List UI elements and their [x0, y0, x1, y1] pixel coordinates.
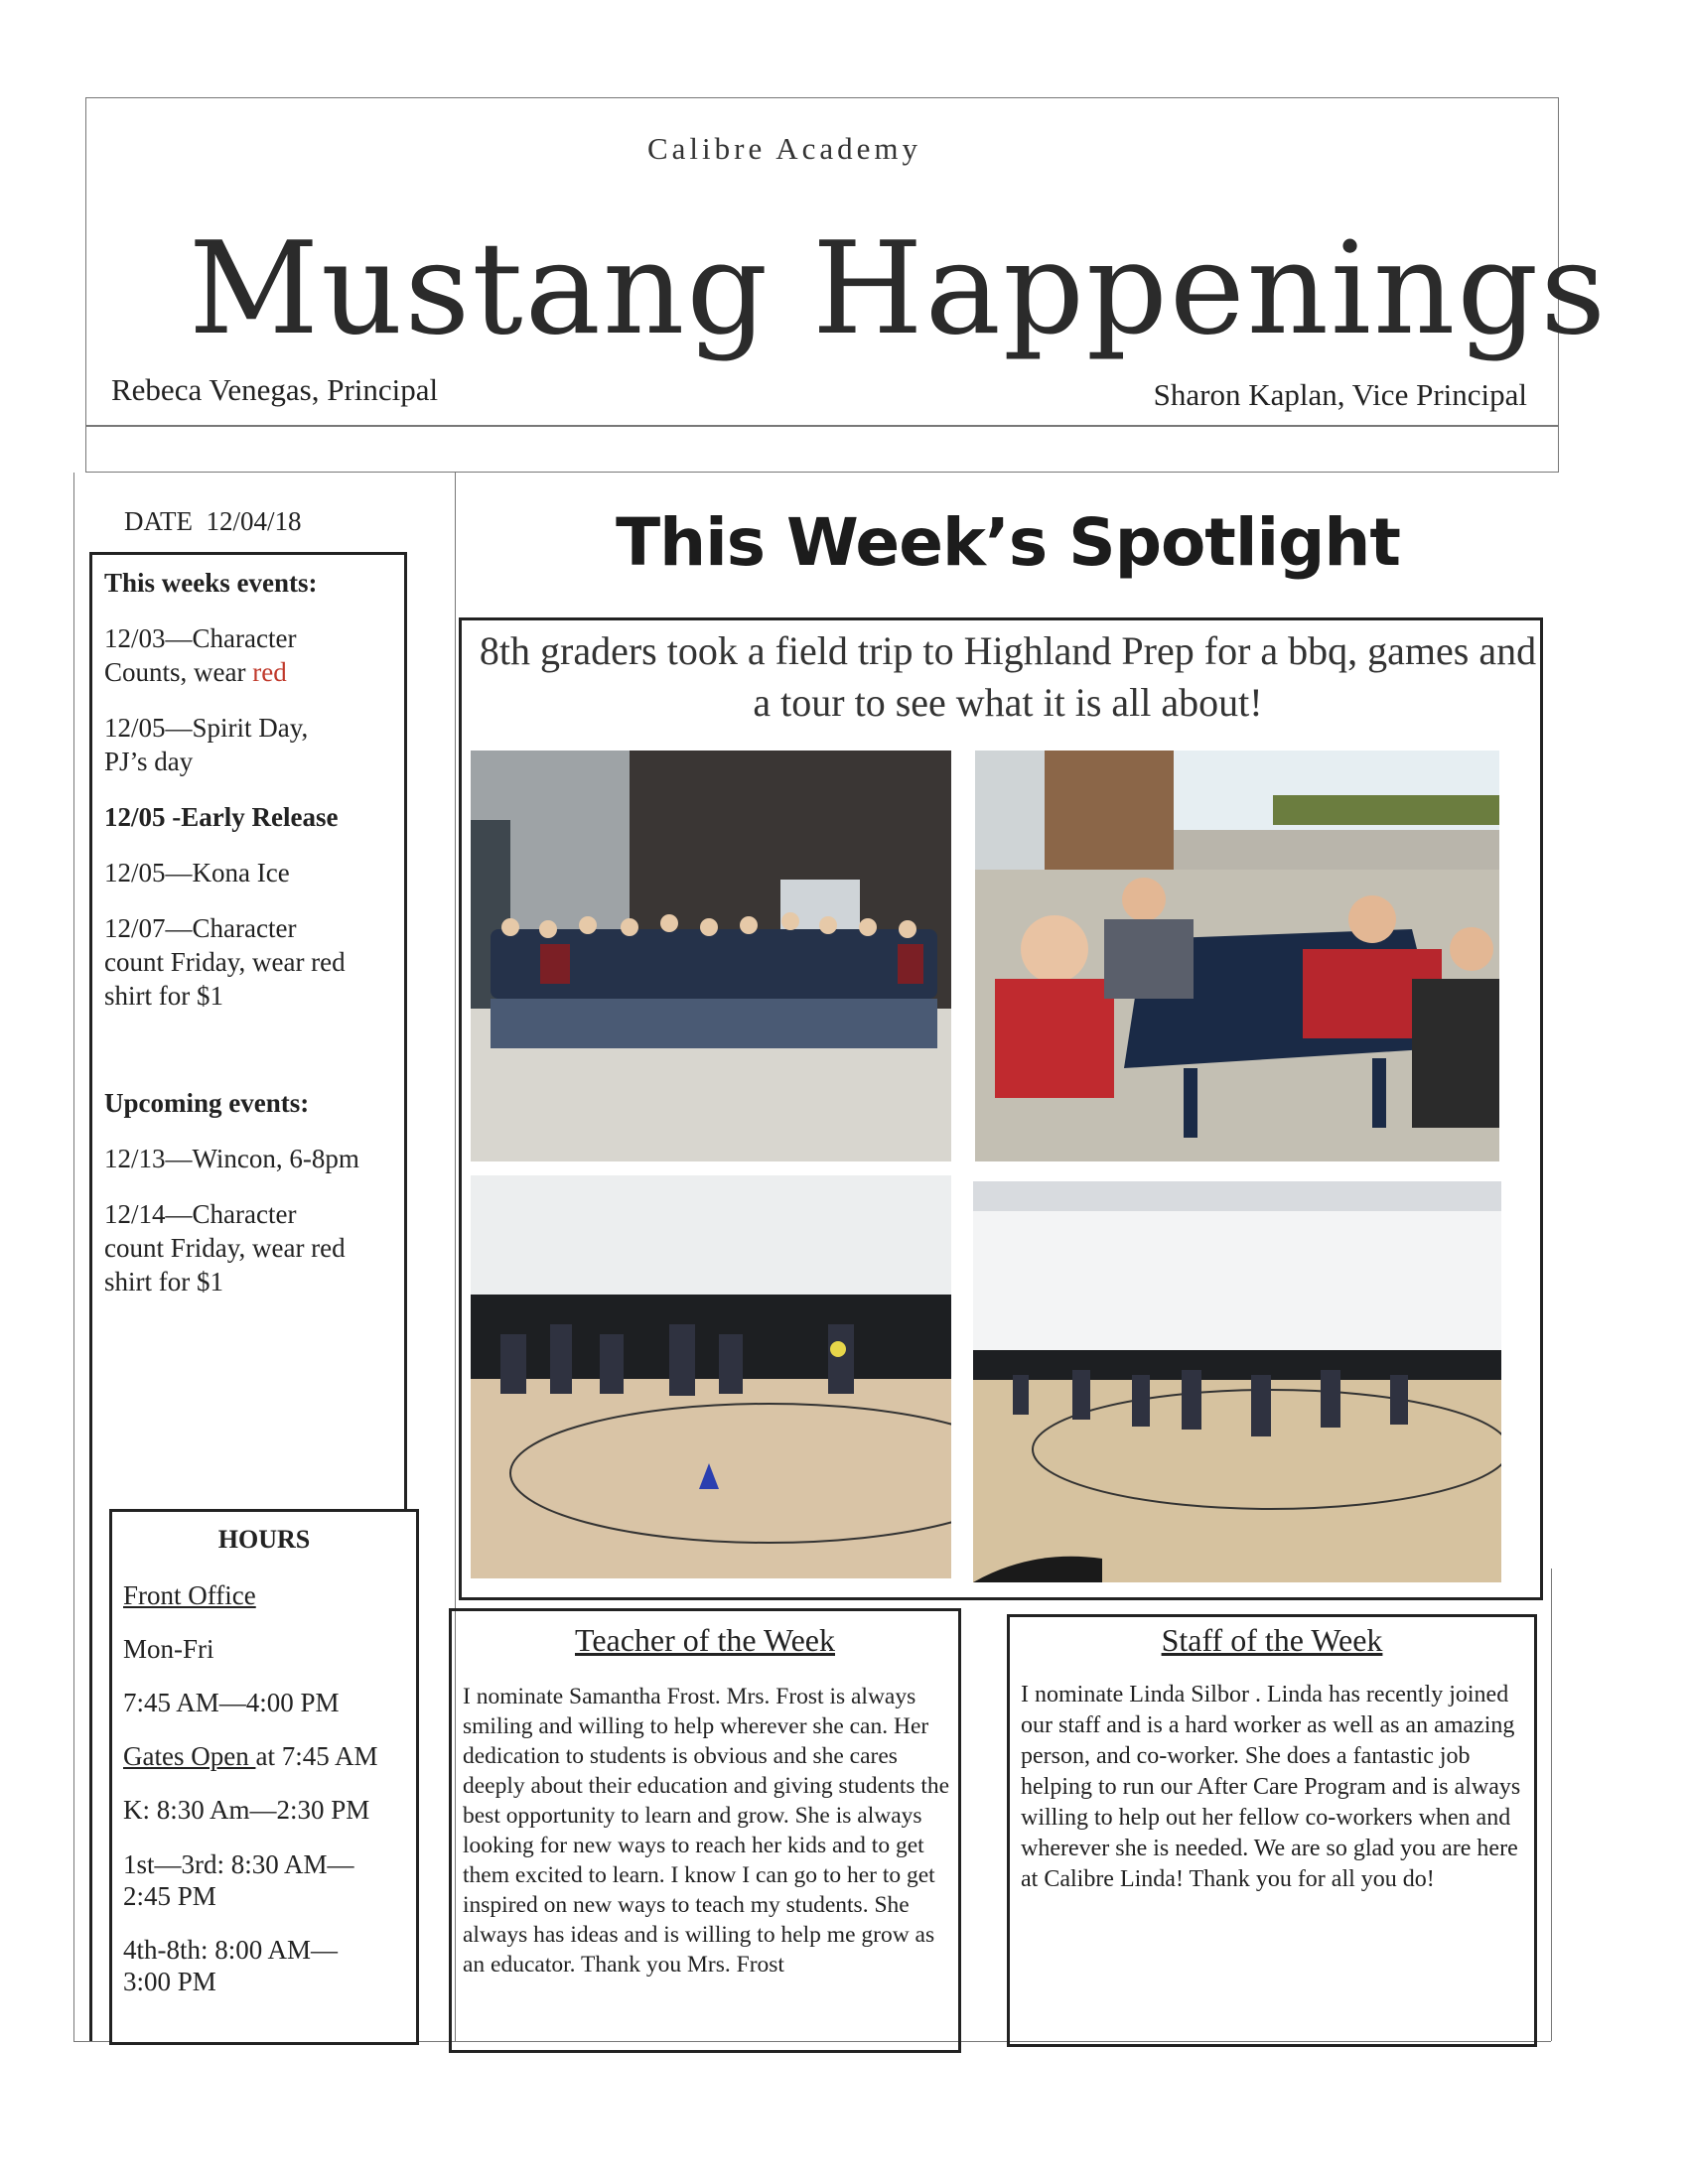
staff-body: I nominate Linda Silbor . Linda has recently joined our staff and is a hard worker as well as an amazing person, and co-worker. She does a fantastic job helping to run our After Care Program and is always willing to help out her fellow co-workers when and wherever she is needed. We are so glad you are here at Calibre Linda! Thank you for all you do!: [1021, 1682, 1521, 1892]
front-office-label: Front Office: [123, 1580, 256, 1610]
gates-open: Gates Open at 7:45 AM: [123, 1741, 378, 1771]
page-left-rule: [73, 473, 74, 2041]
event-item: 12/03—Character Counts, wear red: [104, 623, 297, 687]
event-item: 12/07—Character count Friday, wear red shirt for $1: [104, 913, 346, 1011]
staff-title: Staff of the Week: [1161, 1622, 1383, 1658]
school-name: Calibre Academy: [646, 131, 922, 166]
date-label: DATE: [124, 506, 193, 536]
first-third-hours: 1st—3rd: 8:30 AM— 2:45 PM: [123, 1849, 354, 1911]
date-value: 12/04/18: [206, 506, 302, 536]
upcoming-heading: Upcoming events:: [104, 1088, 310, 1118]
photo-gym-left: [471, 1175, 951, 1578]
photo-picnic-table-image: [975, 751, 1499, 1161]
vice-principal-name: Sharon Kaplan, Vice Principal: [1153, 377, 1527, 412]
newsletter-title: Mustang Happenings: [189, 215, 1608, 363]
teacher-title: Teacher of the Week: [575, 1622, 835, 1658]
spotlight-title: This Week’s Spotlight: [616, 504, 1400, 581]
spotlight-caption: 8th graders took a field trip to Highland Prep for a bbq, games and a tour to see what it is all about!: [479, 628, 1537, 725]
page-right-rule: [1551, 1569, 1552, 2041]
photo-gym-right-image: [973, 1181, 1501, 1582]
photo-picnic-table: [975, 751, 1499, 1161]
header-bottom-band: [85, 425, 1559, 473]
office-days: Mon-Fri: [123, 1634, 214, 1664]
upcoming-item: 12/13—Wincon, 6-8pm: [104, 1144, 359, 1173]
date-line: [124, 506, 302, 537]
fourth-eighth-hours: 4th-8th: 8:00 AM— 3:00 PM: [123, 1935, 339, 1996]
upcoming-item: 12/14—Character count Friday, wear red shirt for $1: [104, 1199, 346, 1297]
event-item: 12/05 -Early Release: [104, 802, 339, 832]
teacher-body: I nominate Samantha Frost. Mrs. Frost is always smiling and willing to help wherever she can. Her dedication to students is obvious and she cares deeply about their education and giving students the best opportunity to learn and grow. She is always looking for new ways to reach her kids and to get them excited to learn. I know I can go to her to get inspired on new ways to teach my students. She always has ideas and is willing to help me grow as an educator. Thank you Mrs. Frost: [463, 1684, 950, 1978]
event-item: 12/05—Spirit Day, PJ’s day: [104, 713, 309, 776]
photo-gym-left-image: [471, 1175, 951, 1578]
photo-gym-right: [973, 1181, 1501, 1582]
hours-heading: HOURS: [217, 1525, 311, 1554]
this-week-heading: This weeks events:: [104, 568, 318, 598]
k-hours: K: 8:30 Am—2:30 PM: [123, 1795, 370, 1825]
event-item: 12/05—Kona Ice: [104, 858, 290, 887]
office-hours: 7:45 AM—4:00 PM: [123, 1688, 340, 1717]
principal-name: Rebeca Venegas, Principal: [111, 372, 439, 407]
photo-group-outside: [471, 751, 951, 1161]
photo-group-outside-image: [471, 751, 951, 1161]
